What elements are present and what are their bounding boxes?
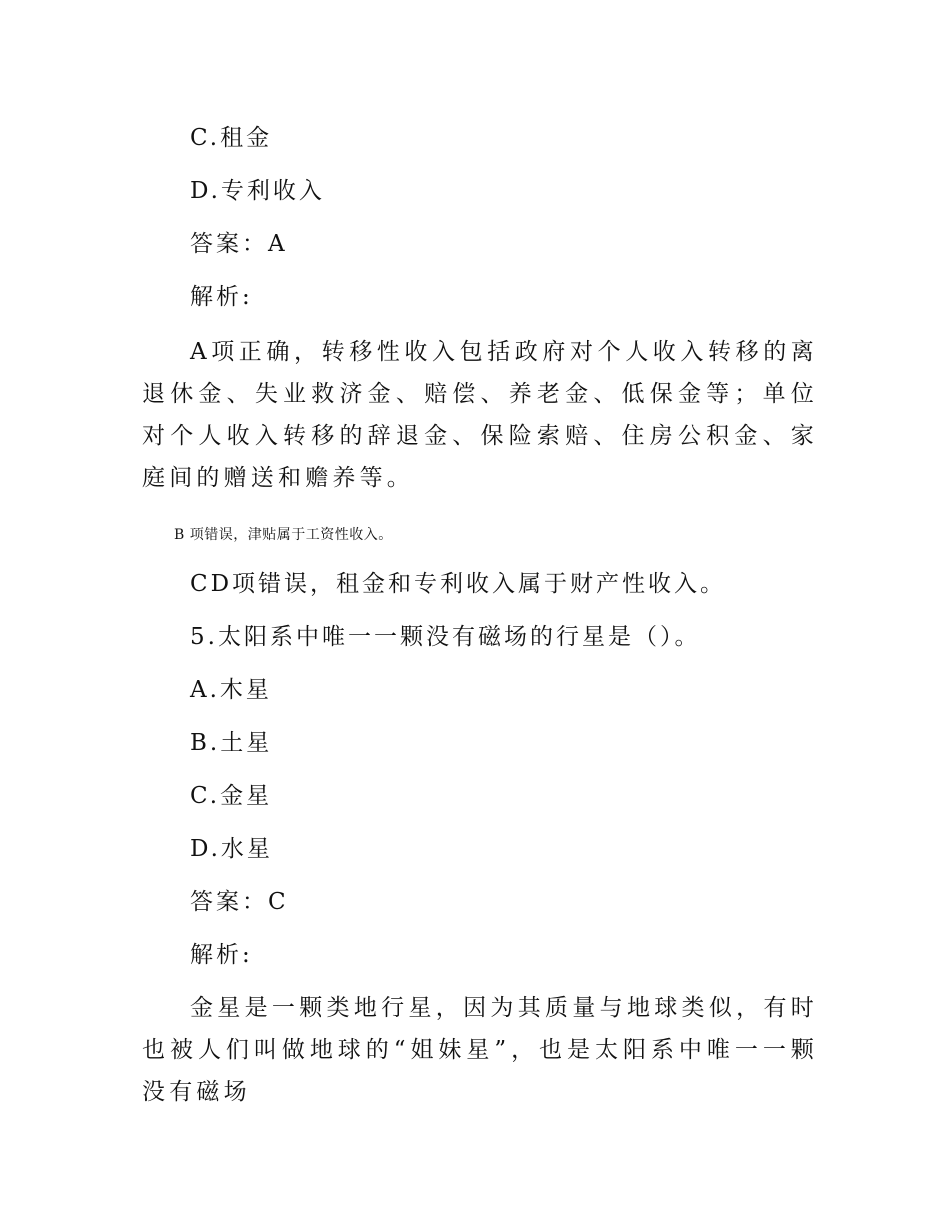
q4-option-d: D.专利收入 [190, 178, 325, 204]
q5-question: 5.太阳系中唯一一颗没有磁场的行星是（）。 [190, 624, 701, 650]
q4-answer: 答案：A [190, 231, 288, 257]
q5-answer: 答案：C [190, 889, 289, 915]
q4-analysis-cd: CD项错误，租金和专利收入属于财产性收入。 [190, 571, 727, 597]
q5-option-a: A.木星 [190, 677, 272, 703]
q4-analysis-label: 解析: [190, 284, 253, 310]
q5-option-b: B.土星 [190, 730, 273, 756]
q5-analysis-paragraph: 金星是一颗类地行星，因为其质量与地球类似，有时也被人们叫做地球的“姐妹星”，也是太阳系中唯一一颗没有磁场 [142, 995, 818, 1105]
q4-option-c: C.租金 [190, 125, 273, 151]
q4-analysis-b: B 项错误，津贴属于工资性收入。 [174, 527, 393, 543]
q4-analysis-a-paragraph: A项正确，转移性收入包括政府对个人收入转移的离退休金、失业救济金、赔偿、养老金、低保金等；单位对个人收入转移的辞退金、保险索赔、住房公积金、家庭间的赠送和赡养等。 [142, 339, 818, 491]
q5-option-d: D.水星 [190, 836, 273, 862]
q5-analysis-label: 解析: [190, 942, 253, 968]
q5-option-c: C.金星 [190, 783, 273, 809]
